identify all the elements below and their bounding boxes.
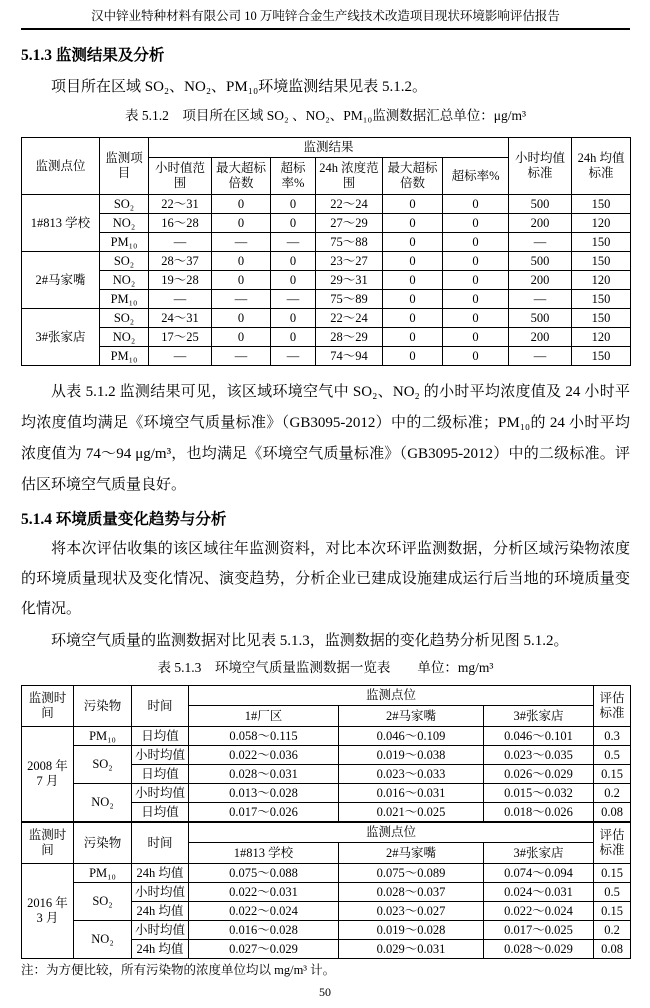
pollutant-cell: PM₁₀ (74, 864, 132, 883)
value-cell: 75～89 (316, 290, 383, 309)
averaging-time-cell: 小时均值 (132, 921, 189, 940)
pollutant-cell: SO₂ (74, 746, 132, 784)
value-cell: 120 (572, 271, 631, 290)
col-header-monitoring-item: 监测项目 (100, 138, 149, 195)
table-row (22, 138, 631, 158)
pollutant-cell: SO₂ (74, 883, 132, 921)
pollutant-cell: NO₂ (100, 214, 149, 233)
table-row (22, 883, 631, 902)
averaging-time-cell: 小时均值 (132, 784, 189, 803)
value-cell: 0.028～0.029 (484, 940, 594, 959)
col-header-pollutant: 污染物 (74, 686, 132, 727)
value-cell: 200 (509, 214, 572, 233)
table-row (22, 309, 631, 328)
value-cell: 0 (212, 252, 271, 271)
value-cell: 0 (271, 195, 316, 214)
value-cell: 0 (443, 290, 509, 309)
value-cell: 0 (271, 309, 316, 328)
col-header-monitoring-points: 监测点位 (189, 686, 594, 706)
value-cell: 0.023～0.027 (339, 902, 484, 921)
value-cell: — (271, 233, 316, 252)
standard-cell: 0.5 (594, 883, 631, 902)
value-cell: 19～28 (149, 271, 212, 290)
pollutant-cell: SO₂ (100, 309, 149, 328)
value-cell: 0.022～0.024 (484, 902, 594, 921)
section-5-1-3-heading: 5.1.3 监测结果及分析 (21, 47, 165, 64)
trend-paragraph: 将本次评估收集的该区域往年监测资料，对比本次环评监测数据，分析区域污染物浓度的环境质量现状及变化情况、演变趋势，分析企业已建成设施建成运行后当地的环境质量变化情况。 (21, 541, 630, 617)
value-cell: 200 (509, 271, 572, 290)
analysis-paragraph: 从表 5.1.2 监测结果可见，该区域环境空气中 SO₂、NO₂ 的小时平均浓度值及 24 小时平均浓度值均满足《环境空气质量标准》（GB3095-2012）中的二级标准；PM₁₀的 24 小时平均浓度值为 74～94 μg/m³，也均满足《环境空气质量标准》（GB3095-2012）中的二级标准。评估区环境空气质量良好。 (21, 384, 630, 493)
value-cell: 0 (443, 195, 509, 214)
value-cell: 0 (271, 328, 316, 347)
intro-paragraph: 项目所在区域 SO₂、NO₂、PM₁₀环境监测结果见表 5.1.2。 (51, 79, 427, 95)
value-cell: 0 (383, 195, 443, 214)
value-cell: 0.013～0.028 (189, 784, 339, 803)
col-subheader-point: 2#马家嘴 (339, 706, 484, 727)
value-cell: 0 (271, 252, 316, 271)
pollutant-cell: PM₁₀ (100, 233, 149, 252)
standard-cell: 0.08 (594, 803, 631, 823)
value-cell: 74～94 (316, 347, 383, 366)
value-cell: 23～27 (316, 252, 383, 271)
col-subheader-point: 3#张家店 (484, 706, 594, 727)
value-cell: 22～31 (149, 195, 212, 214)
value-cell: 120 (572, 214, 631, 233)
col-header-monitoring-time: 监测时间 (22, 822, 74, 864)
table-row (22, 686, 631, 706)
value-cell: 0 (443, 271, 509, 290)
col-header-monitoring-points: 监测点位 (189, 822, 594, 843)
value-cell: 150 (572, 252, 631, 271)
value-cell: — (509, 347, 572, 366)
value-cell: — (149, 347, 212, 366)
pollutant-cell: PM₁₀ (100, 290, 149, 309)
value-cell: — (271, 290, 316, 309)
value-cell: 29～31 (316, 271, 383, 290)
value-cell: 22～24 (316, 309, 383, 328)
value-cell: 0 (383, 233, 443, 252)
value-cell: 17～25 (149, 328, 212, 347)
value-cell: 0 (212, 328, 271, 347)
value-cell: 500 (509, 309, 572, 328)
value-cell: 0 (212, 214, 271, 233)
table-row (22, 822, 631, 843)
value-cell: 0.058～0.115 (189, 727, 339, 746)
pollutant-cell: NO₂ (74, 921, 132, 959)
table-5-1-2-caption: 表 5.1.2 项目所在区域 SO₂ 、NO₂、PM₁₀监测数据汇总单位：μg/m³ (124, 108, 526, 123)
value-cell: 0.074～0.094 (484, 864, 594, 883)
value-cell: 0 (383, 347, 443, 366)
averaging-time-cell: 日均值 (132, 727, 189, 746)
value-cell: 75～88 (316, 233, 383, 252)
col-header-monitoring-point: 监测点位 (22, 138, 100, 195)
value-cell: 0 (443, 309, 509, 328)
col-header-averaging-time: 时间 (132, 822, 189, 864)
pollutant-cell: SO₂ (100, 195, 149, 214)
pollutant-cell: NO₂ (100, 271, 149, 290)
value-cell: 500 (509, 195, 572, 214)
table-row (22, 746, 631, 765)
col-header-monitoring-time: 监测时间 (22, 686, 74, 727)
pollutant-cell: PM₁₀ (74, 727, 132, 746)
value-cell: 0 (443, 252, 509, 271)
col-header-assessment-standard: 评估标准 (594, 686, 631, 727)
table-row (22, 347, 631, 366)
col-subheader: 超标率% (443, 158, 509, 195)
value-cell: 0.024～0.031 (484, 883, 594, 902)
table-row (22, 864, 631, 883)
value-cell: 0 (443, 328, 509, 347)
table-5-1-3-caption: 表 5.1.3 环境空气质量监测数据一览表 单位：mg/m³ (157, 660, 494, 675)
value-cell: — (149, 290, 212, 309)
value-cell: — (149, 233, 212, 252)
table-row (22, 252, 631, 271)
value-cell: 0 (383, 328, 443, 347)
standard-cell: 0.2 (594, 921, 631, 940)
col-header-assessment-standard: 评估标准 (594, 822, 631, 864)
value-cell: 0.016～0.031 (339, 784, 484, 803)
averaging-time-cell: 24h 均值 (132, 902, 189, 921)
standard-cell: 0.15 (594, 765, 631, 784)
table-note: 注：为方便比较，所有污染物的浓度单位均以 mg/m³ 计。 (21, 963, 336, 977)
value-cell: 0 (443, 233, 509, 252)
standard-cell: 0.2 (594, 784, 631, 803)
table-5-1-2 (21, 137, 631, 366)
running-header-text: 汉中锌业特种材料有限公司 10 万吨锌合金生产线技术改造项目现状环境影响评估报告 (91, 9, 560, 23)
table-5-1-3 (21, 685, 631, 959)
table-row (22, 195, 631, 214)
value-cell: 0 (271, 271, 316, 290)
col-header-pollutant: 污染物 (74, 822, 132, 864)
standard-cell: 0.5 (594, 746, 631, 765)
value-cell: 0.075～0.089 (339, 864, 484, 883)
value-cell: 0 (383, 214, 443, 233)
averaging-time-cell: 小时均值 (132, 746, 189, 765)
col-header-averaging-time: 时间 (132, 686, 189, 727)
pollutant-cell: NO₂ (74, 784, 132, 823)
value-cell: 22～24 (316, 195, 383, 214)
table-row (22, 784, 631, 803)
value-cell: 0.017～0.026 (189, 803, 339, 823)
value-cell: 0.022～0.024 (189, 902, 339, 921)
value-cell: 27～29 (316, 214, 383, 233)
value-cell: 28～29 (316, 328, 383, 347)
col-header-hourly-standard: 小时均值标准 (509, 138, 572, 195)
value-cell: 0 (212, 309, 271, 328)
value-cell: 0.018～0.026 (484, 803, 594, 823)
col-subheader: 最大超标倍数 (212, 158, 271, 195)
value-cell: 0.015～0.032 (484, 784, 594, 803)
col-header-24h-standard: 24h 均值标准 (572, 138, 631, 195)
value-cell: 0.028～0.037 (339, 883, 484, 902)
value-cell: 0 (212, 271, 271, 290)
value-cell: 0.019～0.028 (339, 921, 484, 940)
period-cell: 2016 年 3 月 (22, 864, 74, 959)
value-cell: 0 (383, 252, 443, 271)
value-cell: 0.022～0.031 (189, 883, 339, 902)
value-cell: 24～31 (149, 309, 212, 328)
value-cell: 0.046～0.101 (484, 727, 594, 746)
table-row (22, 233, 631, 252)
value-cell: 0.046～0.109 (339, 727, 484, 746)
col-subheader-point: 1#厂区 (189, 706, 339, 727)
value-cell: 0.017～0.025 (484, 921, 594, 940)
value-cell: 0 (212, 195, 271, 214)
monitoring-point-cell: 2#马家嘴 (22, 252, 100, 309)
table-row (22, 214, 631, 233)
comparison-paragraph: 环境空气质量的监测数据对比见表 5.1.3，监测数据的变化趋势分析见图 5.1.2。 (51, 633, 569, 649)
value-cell: 0.029～0.031 (339, 940, 484, 959)
standard-cell: 0.15 (594, 902, 631, 921)
table-row (22, 727, 631, 746)
standard-cell: 0.08 (594, 940, 631, 959)
value-cell: 0.026～0.029 (484, 765, 594, 784)
standard-cell: 0.3 (594, 727, 631, 746)
running-header (21, 5, 630, 30)
averaging-time-cell: 24h 均值 (132, 940, 189, 959)
value-cell: 200 (509, 328, 572, 347)
col-subheader-point: 1#813 学校 (189, 843, 339, 864)
col-subheader: 24h 浓度范围 (316, 158, 383, 195)
value-cell: 0.028～0.031 (189, 765, 339, 784)
averaging-time-cell: 24h 均值 (132, 864, 189, 883)
value-cell: 0.021～0.025 (339, 803, 484, 823)
standard-cell: 0.15 (594, 864, 631, 883)
value-cell: 0.019～0.038 (339, 746, 484, 765)
value-cell: 150 (572, 347, 631, 366)
value-cell: 0 (383, 309, 443, 328)
value-cell: — (509, 233, 572, 252)
col-subheader-point: 2#马家嘴 (339, 843, 484, 864)
page-number: 50 (319, 985, 331, 999)
col-subheader: 最大超标倍数 (383, 158, 443, 195)
value-cell: 150 (572, 290, 631, 309)
col-subheader: 超标率% (271, 158, 316, 195)
value-cell: 0.075～0.088 (189, 864, 339, 883)
value-cell: 0 (443, 347, 509, 366)
table-row (22, 290, 631, 309)
value-cell: 0 (383, 290, 443, 309)
value-cell: 150 (572, 309, 631, 328)
value-cell: 16～28 (149, 214, 212, 233)
pollutant-cell: SO₂ (100, 252, 149, 271)
pollutant-cell: PM₁₀ (100, 347, 149, 366)
table-row (22, 271, 631, 290)
value-cell: — (212, 290, 271, 309)
monitoring-point-cell: 3#张家店 (22, 309, 100, 366)
value-cell: 120 (572, 328, 631, 347)
value-cell: 0.023～0.033 (339, 765, 484, 784)
value-cell: — (509, 290, 572, 309)
section-5-1-4-heading: 5.1.4 环境质量变化趋势与分析 (21, 511, 227, 528)
value-cell: 0.023～0.035 (484, 746, 594, 765)
value-cell: 0.022～0.036 (189, 746, 339, 765)
averaging-time-cell: 小时均值 (132, 883, 189, 902)
value-cell: — (212, 347, 271, 366)
value-cell: 28～37 (149, 252, 212, 271)
value-cell: 0 (443, 214, 509, 233)
col-header-monitoring-result: 监测结果 (149, 138, 509, 158)
monitoring-point-cell: 1#813 学校 (22, 195, 100, 252)
value-cell: 150 (572, 195, 631, 214)
value-cell: 0.027～0.029 (189, 940, 339, 959)
col-subheader-point: 3#张家店 (484, 843, 594, 864)
table-row (22, 921, 631, 940)
table-row (22, 328, 631, 347)
period-cell: 2008 年 7 月 (22, 727, 74, 823)
value-cell: 150 (572, 233, 631, 252)
col-subheader: 小时值范围 (149, 158, 212, 195)
value-cell: — (212, 233, 271, 252)
value-cell: 0.016～0.028 (189, 921, 339, 940)
averaging-time-cell: 日均值 (132, 803, 189, 823)
value-cell: 0 (383, 271, 443, 290)
pollutant-cell: NO₂ (100, 328, 149, 347)
value-cell: 500 (509, 252, 572, 271)
value-cell: — (271, 347, 316, 366)
averaging-time-cell: 日均值 (132, 765, 189, 784)
value-cell: 0 (271, 214, 316, 233)
